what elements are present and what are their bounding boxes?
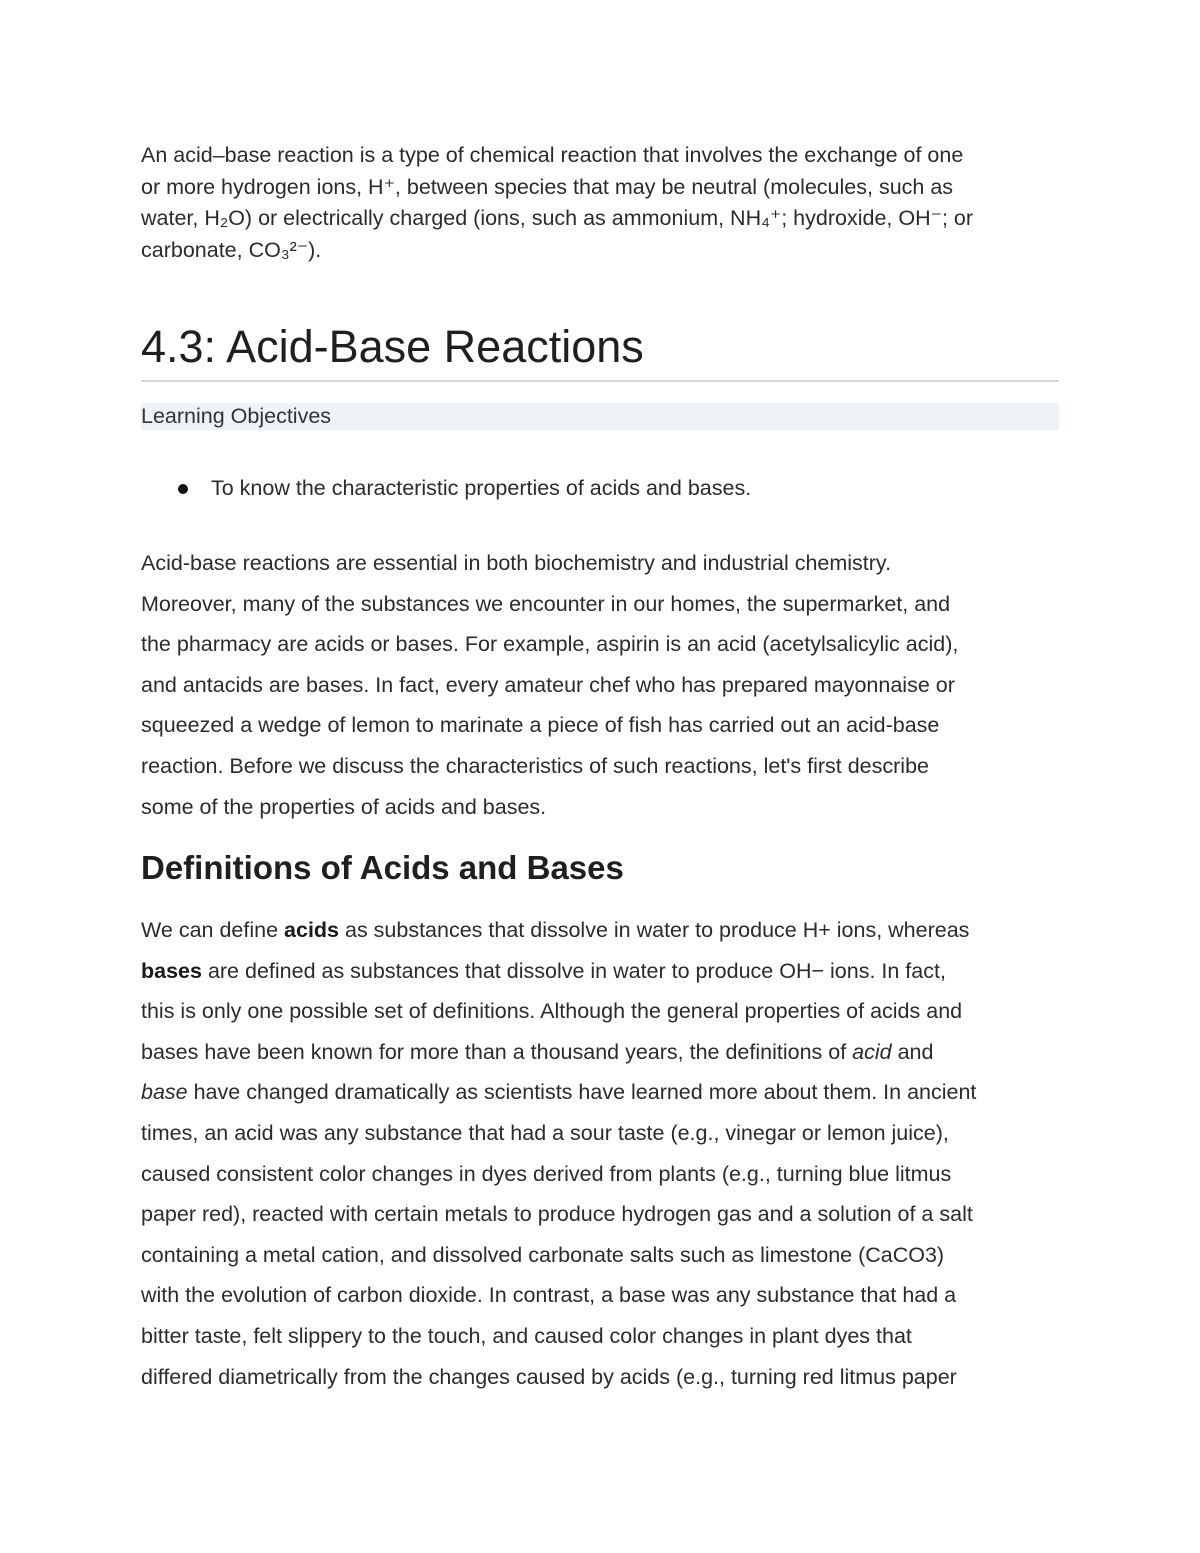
list-item: [141, 473, 751, 504]
paragraph-line: some of the properties of acids and bases.: [141, 794, 547, 819]
paragraph-line: differed diametrically from the changes caused by acids (e.g., turning red litmus paper: [141, 1364, 957, 1389]
paragraph-line: squeezed a wedge of lemon to marinate a piece of fish has carried out an acid-base: [141, 713, 940, 738]
paragraph-line: [141, 1072, 1059, 1113]
intro-paragraph: [141, 140, 1059, 266]
intro-line: carbonate, CO₃²⁻).: [141, 237, 322, 262]
paragraph-line: Moreover, many of the substances we encounter in our homes, the supermarket, and: [141, 591, 951, 616]
term-bases: bases: [141, 958, 202, 983]
paragraph-line: this is only one possible set of definitions. Although the general properties of acids and: [141, 999, 963, 1024]
text-run: are defined as substances that dissolve in water to produce OH− ions. In fact,: [201, 958, 946, 983]
definitions-paragraph: [141, 910, 1059, 1397]
paragraph-line: with the evolution of carbon dioxide. In contrast, a base was any substance that had a: [141, 1283, 957, 1308]
document-page: [141, 140, 1059, 1389]
intro-line: An acid–base reaction is a type of chemical reaction that involves the exchange of one: [141, 143, 964, 167]
paragraph-line: [141, 1032, 1059, 1073]
paragraph-line: containing a metal cation, and dissolved carbonate salts such as limestone (CaCO3): [141, 1242, 945, 1267]
text-run: We can define: [141, 918, 285, 942]
learning-objectives-list: [141, 473, 751, 504]
term-acid-italic: acid: [852, 1039, 892, 1064]
learning-objectives-header: Learning Objectives: [141, 403, 1059, 430]
section-heading: Definitions of Acids and Bases: [141, 849, 624, 886]
list-item-text: To know the characteristic properties of acids and bases.: [211, 476, 752, 500]
paragraph-line: paper red), reacted with certain metals to produce hydrogen gas and a solution of a salt: [141, 1202, 973, 1227]
text-run: bases have been known for more than a thousand years, the definitions of: [141, 1039, 853, 1064]
intro-line: or more hydrogen ions, H⁺, between species that may be neutral (molecules, such as: [141, 174, 954, 199]
term-base-italic: base: [141, 1080, 188, 1105]
text-run: as substances that dissolve in water to produce H+ ions, whereas: [339, 918, 970, 942]
paragraph-line: bitter taste, felt slippery to the touch, and caused color changes in plant dyes that: [141, 1323, 912, 1348]
paragraph-line: and antacids are bases. In fact, every amateur chef who has prepared mayonnaise or: [141, 672, 955, 697]
paragraph-line: Acid-base reactions are essential in both biochemistry and industrial chemistry.: [141, 551, 892, 575]
paragraph-line: times, an acid was any substance that had a sour taste (e.g., vinegar or lemon juice),: [141, 1120, 949, 1145]
paragraph-line: the pharmacy are acids or bases. For example, aspirin is an acid (acetylsalicylic acid),: [141, 632, 959, 657]
term-acids: acids: [284, 918, 340, 942]
title-divider: [141, 380, 1059, 382]
body-paragraph: [141, 543, 1059, 827]
paragraph-line: [141, 951, 1059, 992]
paragraph-line: reaction. Before we discuss the characteristics of such reactions, let's first describe: [141, 753, 929, 778]
bullet-icon: [178, 484, 188, 494]
paragraph-line: caused consistent color changes in dyes derived from plants (e.g., turning blue litmus: [141, 1161, 952, 1186]
paragraph-line: [141, 910, 1059, 951]
page-title: 4.3: Acid-Base Reactions: [141, 321, 644, 372]
text-run: have changed dramatically as scientists have learned more about them. In ancient: [187, 1080, 977, 1105]
intro-line: water, H₂O) or electrically charged (ions, such as ammonium, NH₄⁺; hydroxide, OH⁻; or: [141, 206, 974, 230]
text-run: and: [891, 1039, 934, 1064]
